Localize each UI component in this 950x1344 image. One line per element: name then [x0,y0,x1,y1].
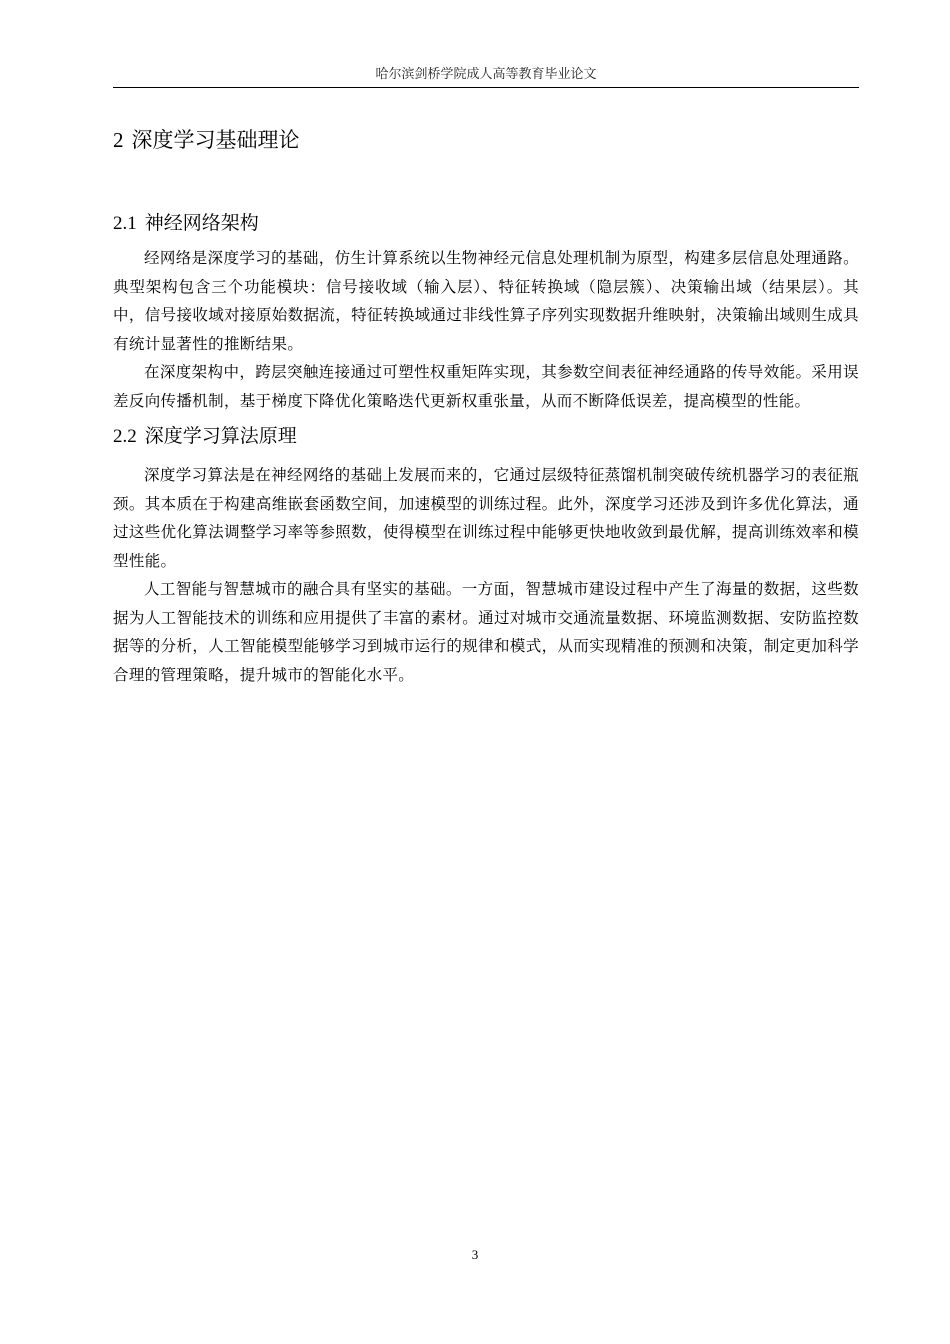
paragraph: 在深度架构中，跨层突触连接通过可塑性权重矩阵实现，其参数空间表征神经通路的传导效能。采用误差反向传播机制，基于梯度下降优化策略迭代更新权重张量，从而不断降低误差，提高模型的性能。 [113,363,859,410]
section-title-2-2 [113,419,859,453]
section-title-2-1 [113,206,859,240]
chapter-number: 2 [113,128,124,152]
page-header [113,62,859,88]
section-title-text: 神经网络架构 [144,212,259,234]
section-number: 2.1 [113,213,137,234]
section-number: 2.2 [113,426,137,447]
document-body [113,120,859,689]
page-number: 3 [471,1247,479,1262]
paragraph: 深度学习算法是在神经网络的基础上发展而来的，它通过层级特征蒸馏机制突破传统机器学习的表征瓶颈。其本质在于构建高维嵌套函数空间，加速模型的训练过程。此外，深度学习还涉及到许多优化算法，通过这些优化算法调整学习率等参照数，使得模型在训练过程中能够更快地收敛到最优解，提高训练效率和模型性能。 [113,466,859,570]
section-title-text: 深度学习算法原理 [144,425,297,447]
chapter-title-text: 深度学习基础理论 [131,128,300,152]
paragraph: 经网络是深度学习的基础，仿生计算系统以生物神经元信息处理机制为原型，构建多层信息处理通路。典型架构包含三个功能模块：信号接收域（输入层）、特征转换域（隐层簇）、决策输出域（结果层）。其中，信号接收域对接原始数据流，特征转换域通过非线性算子序列实现数据升维映射，决策输出域则生成具有统计显著性的推断结果。 [113,249,859,353]
chapter-title [113,120,859,160]
header-title: 哈尔滨剑桥学院成人高等教育毕业论文 [375,67,597,82]
paragraph: 人工智能与智慧城市的融合具有坚实的基础。一方面，智慧城市建设过程中产生了海量的数据，这些数据为人工智能技术的训练和应用提供了丰富的素材。通过对城市交通流量数据、环境监测数据、安防监控数据等的分析，人工智能模型能够学习到城市运行的规律和模式，从而实现精准的预测和决策，制定更加科学合理的管理策略，提升城市的智能化水平。 [113,580,859,684]
